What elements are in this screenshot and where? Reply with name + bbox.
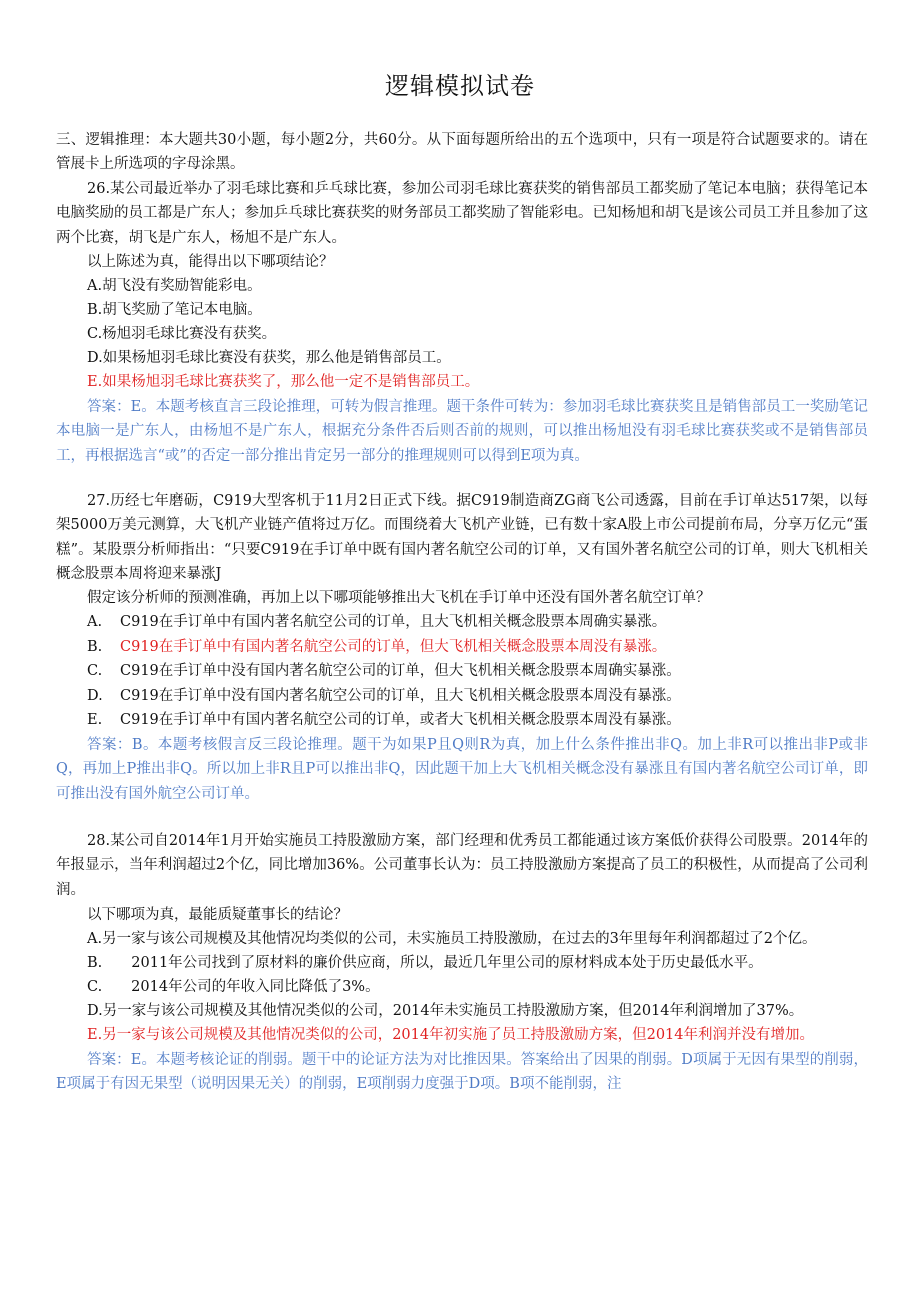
q27-answer: 答案：B。本题考核假言反三段论推理。题干为如果P且Q则R为真，加上什么条件推出非Q。加上非R可以推出非P或非Q，再加上P推出非Q。所以加上非R且P可以推出非Q，因此题干加上大飞机相关概念没有暴涨且有国内著名航空公司订单，即可推出没有国外航空公司订单。 xyxy=(56,737,868,802)
q27-question: 假定该分析师的预测准确，再加上以下哪项能够推出大飞机在手订单中还没有国外著名航空订单？ xyxy=(87,590,711,606)
q27-option-a-letter: A. xyxy=(87,614,103,630)
q27-option-b-letter: B. xyxy=(87,639,103,655)
q27-option-e xyxy=(87,708,868,732)
q28-option-b: B. 2011年公司找到了原材料的廉价供应商，所以，最近几年里公司的原材料成本处于历史最低水平。 xyxy=(87,955,763,971)
q27-option-b-text-correct: C919在手订单中有国内著名航空公司的订单，但大飞机相关概念股票本周没有暴涨。 xyxy=(120,639,667,655)
q28-stem: 28.某公司自2014年1月开始实施员工持股激励方案，部门经理和优秀员工都能通过该方案低价获得公司股票。2014年的年报显示，当年利润超过2个亿，同比增加36%。公司董事长认为：员工持股激励方案提高了员工的积极性，从而提高了公司利润。 xyxy=(56,833,868,898)
q27-option-a-text: C919在手订单中有国内著名航空公司的订单，且大飞机相关概念股票本周确实暴涨。 xyxy=(120,614,667,630)
q28-question: 以下哪项为真，最能质疑董事长的结论？ xyxy=(87,907,348,923)
q27-option-c-letter: C. xyxy=(87,663,103,679)
q27-option-d-letter: D. xyxy=(87,688,103,704)
q28-answer: 答案：E。本题考核论证的削弱。题干中的论证方法为对比推因果。答案给出了因果的削弱。D项属于无因有果型的削弱，E项属于有因无果型（说明因果无关）的削弱，E项削弱力度强于D项。B项不能削弱，注 xyxy=(56,1052,868,1093)
q27-option-d-text: C919在手订单中没有国内著名航空公司的订单，且大飞机相关概念股票本周没有暴涨。 xyxy=(120,688,681,704)
q28-option-a: A.另一家与该公司规模及其他情况均类似的公司，未实施员工持股激励，在过去的3年里每年利润都超过了2个亿。 xyxy=(87,931,817,947)
q26-stem: 26.某公司最近举办了羽毛球比赛和乒乓球比赛，参加公司羽毛球比赛获奖的销售部员工都奖励了笔记本电脑；获得笔记本电脑奖励的员工都是广东人；参加乒乓球比赛获奖的财务部员工都奖励了智能彩电。已知杨旭和胡飞是该公司员工并且参加了这两个比赛，胡飞是广东人，杨旭不是广东人。 xyxy=(56,181,868,246)
section-intro: 三、逻辑推理：本大题共30小题，每小题2分，共60分。从下面每题所给出的五个选项中，只有一项是符合试题要求的。请在管展卡上所选项的字母涂黑。 xyxy=(56,132,868,173)
q26-question: 以上陈述为真，能得出以下哪项结论？ xyxy=(87,254,334,270)
q28-option-e-correct: E.另一家与该公司规模及其他情况类似的公司，2014年初实施了员工持股激励方案，但2014年利润并没有增加。 xyxy=(87,1027,814,1043)
q27-stem: 27.历经七年磨砺，C919大型客机于11月2日正式下线。据C919制造商ZG商飞公司透露，目前在手订单达517架，以每架5000万美元测算，大飞机产业链产值将过万亿。而围绕着大飞机产业链，已有数十家A股上市公司提前布局，分享万亿元“蛋糕”。某股票分析师指出：“只要C919在手订单中既有国内著名航空公司的订单，又有国外著名航空公司的订单，则大飞机相关概念股票本周将迎来暴涨J xyxy=(56,493,868,582)
q26-option-d: D.如果杨旭羽毛球比赛没有获奖，那么他是销售部员工。 xyxy=(87,350,451,366)
q26-option-b: B.胡飞奖励了笔记本电脑。 xyxy=(87,302,262,318)
q26-option-c: C.杨旭羽毛球比赛没有获奖。 xyxy=(87,326,277,342)
q26-option-e-correct: E.如果杨旭羽毛球比赛获奖了，那么他一定不是销售部员工。 xyxy=(87,374,480,390)
q26-option-a: A.胡飞没有奖励智能彩电。 xyxy=(87,278,262,294)
q26-answer: 答案：E。本题考核直言三段论推理，可转为假言推理。题干条件可转为：参加羽毛球比赛获奖且是销售部员工一奖励笔记本电脑一是广东人，由杨旭不是广东人，根据充分条件否后则否前的规则，可以推出杨旭没有羽毛球比赛获奖或不是销售部员工，再根据选言“或”的否定一部分推出肯定另一部分的推理规则可以得到E项为真。 xyxy=(56,399,868,464)
q27-option-d xyxy=(87,684,868,708)
q28-option-c: C. 2014年公司的年收入同比降低了3%。 xyxy=(87,979,380,995)
q27-option-c xyxy=(87,659,868,683)
q27-option-b xyxy=(87,635,868,659)
q28-option-d: D.另一家与该公司规模及其他情况类似的公司，2014年未实施员工持股激励方案，但2014年利润增加了37%。 xyxy=(87,1003,804,1019)
q27-option-e-letter: E. xyxy=(87,712,103,728)
q27-option-e-text: C919在手订单中有国内著名航空公司的订单，或者大飞机相关概念股票本周没有暴涨。 xyxy=(120,712,681,728)
page-title: 逻辑模拟试卷 xyxy=(385,72,535,100)
q27-option-a xyxy=(87,610,868,634)
q27-option-c-text: C919在手订单中没有国内著名航空公司的订单，但大飞机相关概念股票本周确实暴涨。 xyxy=(120,663,681,679)
